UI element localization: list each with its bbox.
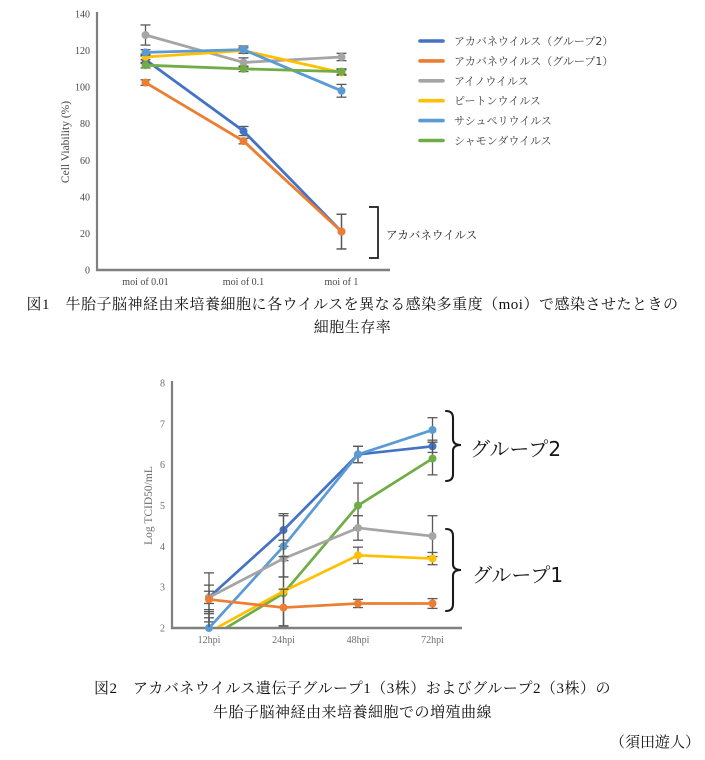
- data-point: [354, 524, 362, 532]
- figure2-group1-brace: [446, 529, 461, 611]
- series-line: [146, 83, 342, 232]
- legend-label: サシュペリウイルス: [454, 114, 552, 128]
- legend-label: アイノウイルス: [454, 74, 529, 88]
- series-2: [204, 442, 438, 658]
- x-tick-label: 72hpi: [421, 635, 444, 646]
- figure2-group2-brace: [446, 411, 461, 481]
- data-point: [142, 48, 150, 56]
- y-tick-label: 3: [160, 582, 165, 594]
- figure2-caption-line2: 牛胎子脳神経由来培養細胞での増殖曲線: [212, 705, 492, 721]
- series-3: [204, 516, 438, 604]
- series-4: [204, 547, 438, 652]
- x-tick-label: 48hpi: [346, 635, 370, 646]
- figure1-caption-line1: 図1 牛胎子脳神経由来培養細胞に各ウイルスを異なる感染多重度（moi）で感染させたときの: [26, 297, 679, 313]
- y-tick-label: 6: [160, 460, 165, 472]
- data-point: [240, 46, 248, 54]
- data-point: [142, 31, 150, 39]
- legend-label: アカバネウイルス（グループ2）: [454, 35, 614, 48]
- y-tick-label: 7: [160, 419, 165, 431]
- y-tick-label: 5: [160, 501, 165, 512]
- figure1-bracket: [369, 207, 378, 258]
- data-point: [338, 68, 346, 76]
- figure2-chart: [0, 370, 705, 665]
- data-point: [240, 127, 248, 135]
- data-point: [142, 61, 150, 69]
- series-line: [209, 459, 433, 639]
- y-tick-label: 0: [85, 265, 90, 277]
- data-point: [338, 87, 346, 95]
- legend-label: ピートンウイルス: [454, 94, 541, 108]
- series-line: [209, 528, 433, 597]
- data-point: [429, 426, 437, 434]
- data-point: [354, 502, 362, 510]
- series-1: [141, 80, 347, 249]
- data-point: [338, 53, 346, 61]
- data-point: [240, 137, 248, 145]
- x-tick-label: moi of 0.1: [222, 277, 265, 288]
- x-tick-label: 12hpi: [197, 635, 221, 646]
- figure1-caption: [0, 294, 705, 339]
- credit: （須田遊人）: [609, 735, 700, 751]
- y-axis-title: Log TCID50/mL: [143, 466, 155, 545]
- legend-label: アカバネウイルス（グループ1）: [454, 54, 614, 68]
- data-point: [142, 79, 150, 87]
- y-tick-label: 40: [80, 192, 90, 204]
- figure2-group1-label: グループ1: [472, 563, 564, 587]
- y-tick-label: 2: [160, 623, 165, 635]
- y-tick-label: 8: [160, 378, 165, 390]
- data-point: [429, 532, 437, 540]
- series-line: [209, 430, 433, 628]
- data-point: [429, 600, 437, 608]
- figure1-bracket-label: アカバネウイルス: [386, 228, 478, 242]
- figure2-caption-line1: 図2 アカバネウイルス遺伝子グループ1（3株）およびグループ2（3株）の: [93, 681, 612, 697]
- figure1-chart: [0, 0, 705, 292]
- y-axis-title: Cell Viability (%): [60, 100, 72, 184]
- y-tick-label: 60: [80, 155, 90, 167]
- x-tick-label: moi of 0.01: [122, 277, 169, 288]
- figure1-caption-line2: 細胞生存率: [313, 319, 392, 336]
- data-point: [205, 595, 213, 603]
- y-tick-label: 140: [75, 9, 90, 21]
- x-tick-label: moi of 1: [324, 277, 359, 288]
- y-tick-label: 80: [80, 119, 90, 131]
- figure2-caption: [0, 677, 705, 725]
- data-point: [240, 65, 248, 73]
- data-point: [429, 455, 437, 463]
- data-point: [429, 555, 437, 563]
- y-tick-label: 100: [75, 82, 90, 94]
- data-point: [354, 450, 362, 458]
- y-tick-label: 4: [160, 541, 165, 553]
- series-line: [209, 599, 433, 607]
- data-point: [338, 228, 346, 236]
- series-0: [141, 56, 347, 249]
- y-tick-label: 120: [75, 46, 90, 58]
- x-tick-label: 24hpi: [272, 635, 295, 646]
- data-point: [354, 551, 362, 559]
- y-tick-label: 20: [80, 228, 90, 240]
- data-point: [280, 604, 288, 612]
- figure2-group2-label: グループ2: [470, 437, 562, 461]
- data-point: [354, 600, 362, 608]
- legend-label: シャモンダウイルス: [454, 134, 552, 148]
